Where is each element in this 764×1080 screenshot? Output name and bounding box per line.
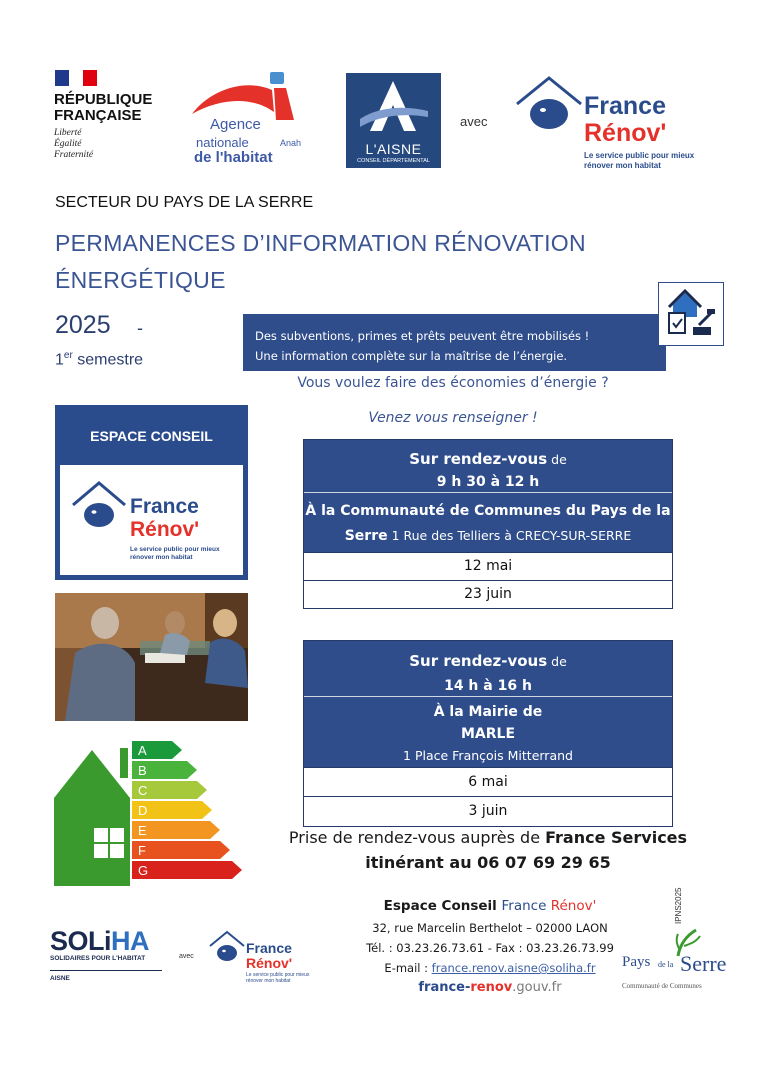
energy-letter: D bbox=[138, 803, 148, 818]
france-renov-word2: Rénov' bbox=[584, 119, 667, 147]
funding-banner: Des subventions, primes et prêts peuvent être mobilisés ! Une information complète sur la maîtrise de l’énergie. bbox=[243, 314, 666, 371]
republique-francaise-motto: Liberté Égalité Fraternité bbox=[54, 128, 94, 160]
ipns-code: IPNS2025 bbox=[674, 887, 683, 924]
question-info: Venez vous renseigner ! bbox=[368, 410, 538, 426]
france-renov-house-icon bbox=[208, 929, 246, 963]
anah-logo-icon bbox=[190, 70, 302, 122]
espace-conseil-title: ESPACE CONSEIL bbox=[90, 428, 213, 444]
semester: 1er semestre bbox=[55, 350, 144, 369]
energy-letter: C bbox=[138, 783, 148, 798]
france-renov-house-icon bbox=[513, 74, 585, 134]
soliha-aisne: AISNE bbox=[50, 975, 70, 982]
contact-phone: Tél. : 03.23.26.73.61 - Fax : 03.23.26.73.99 bbox=[366, 941, 614, 955]
pays-de-la-serre-logo: Pays de la Serre Communauté de Communes bbox=[620, 928, 728, 992]
question-savings: Vous voulez faire des économies d’énergie ? bbox=[297, 375, 609, 391]
france-renov-subtitle: Le service public pour mieux rénover mon habitat bbox=[584, 151, 695, 170]
footer-fr-subtitle: Le service public pour mieux rénover mon habitat bbox=[246, 972, 310, 984]
espace-fr-subtitle: Le service public pour mieux rénover mon habitat bbox=[130, 546, 220, 561]
energy-label-graphic bbox=[52, 738, 252, 888]
energy-bar-g bbox=[132, 861, 242, 879]
session1-header: Sur rendez-vous de 9 h 30 à 12 h bbox=[304, 440, 672, 492]
email-link[interactable]: france.renov.aisne@soliha.fr bbox=[431, 961, 596, 975]
energy-letter: F bbox=[138, 843, 146, 858]
france-renov-house-icon bbox=[70, 479, 128, 531]
soliha-subtitle: SOLIDAIRES POUR L'HABITAT bbox=[50, 955, 146, 962]
avec-label: avec bbox=[460, 114, 488, 129]
footer-fr-word1: France bbox=[246, 940, 292, 956]
anah-tag: Anah bbox=[280, 138, 302, 148]
session2-header: Sur rendez-vous de 14 h à 16 h bbox=[304, 641, 672, 696]
aisne-a-icon bbox=[346, 73, 441, 143]
energy-letter: G bbox=[138, 863, 149, 878]
session2-place: À la Mairie de MARLE 1 Place François Mitterrand bbox=[304, 696, 672, 767]
energy-letter: A bbox=[138, 743, 147, 758]
soliha-divider bbox=[50, 970, 162, 971]
contact-title: Espace Conseil France Rénov' bbox=[383, 898, 597, 914]
energy-letter: B bbox=[138, 763, 147, 778]
contact-email: E-mail : france.renov.aisne@soliha.fr bbox=[384, 961, 596, 975]
republique-francaise-flag bbox=[55, 70, 97, 86]
espace-fr-word2: Rénov' bbox=[130, 518, 200, 541]
espace-conseil-logo bbox=[60, 465, 243, 575]
appointment-phone: itinérant au 06 07 69 29 65 bbox=[365, 853, 611, 872]
aisne-name: L'AISNE bbox=[365, 141, 422, 157]
date-row: 6 mai bbox=[304, 767, 672, 796]
year-dash: - bbox=[137, 318, 143, 338]
sector-title: SECTEUR DU PAYS DE LA SERRE bbox=[55, 194, 314, 211]
date-row: 3 juin bbox=[304, 796, 672, 826]
aisne-subtitle: CONSEIL DÉPARTEMENTAL bbox=[357, 158, 430, 164]
footer-fr-word2: Rénov' bbox=[246, 955, 293, 971]
appointment-info-line1: Prise de rendez-vous auprès de France Services bbox=[288, 828, 688, 847]
consultation-photo bbox=[55, 593, 248, 721]
date-row: 23 juin bbox=[304, 580, 672, 608]
footer-avec: avec bbox=[179, 953, 194, 960]
france-renov-word1: France bbox=[584, 92, 666, 120]
date-row: 12 mai bbox=[304, 552, 672, 580]
anah-line1: Agence bbox=[210, 116, 261, 133]
energy-letters bbox=[138, 741, 148, 881]
session1-table bbox=[303, 439, 673, 609]
renovation-house-icon bbox=[658, 282, 724, 346]
energy-letter: E bbox=[138, 823, 147, 838]
website-link[interactable]: france-renov.gouv.fr bbox=[418, 980, 562, 995]
contact-address: 32, rue Marcelin Berthelot – 02000 LAON bbox=[372, 921, 608, 935]
anah-line3: de l'habitat bbox=[194, 149, 273, 166]
espace-fr-word1: France bbox=[130, 495, 199, 518]
soliha-logo: SOLiHA bbox=[50, 926, 150, 956]
year: 2025 bbox=[55, 311, 111, 339]
session2-table bbox=[303, 640, 673, 827]
session1-place: À la Communauté de Communes du Pays de la Serre 1 Rue des Telliers à CRECY-SUR-SERRE bbox=[304, 492, 672, 552]
page-title: PERMANENCES D’INFORMATION RÉNOVATION ÉNERGÉTIQUE bbox=[55, 230, 586, 293]
anah-line2: nationale bbox=[196, 135, 249, 150]
republique-francaise-title: RÉPUBLIQUE FRANÇAISE bbox=[54, 91, 153, 124]
